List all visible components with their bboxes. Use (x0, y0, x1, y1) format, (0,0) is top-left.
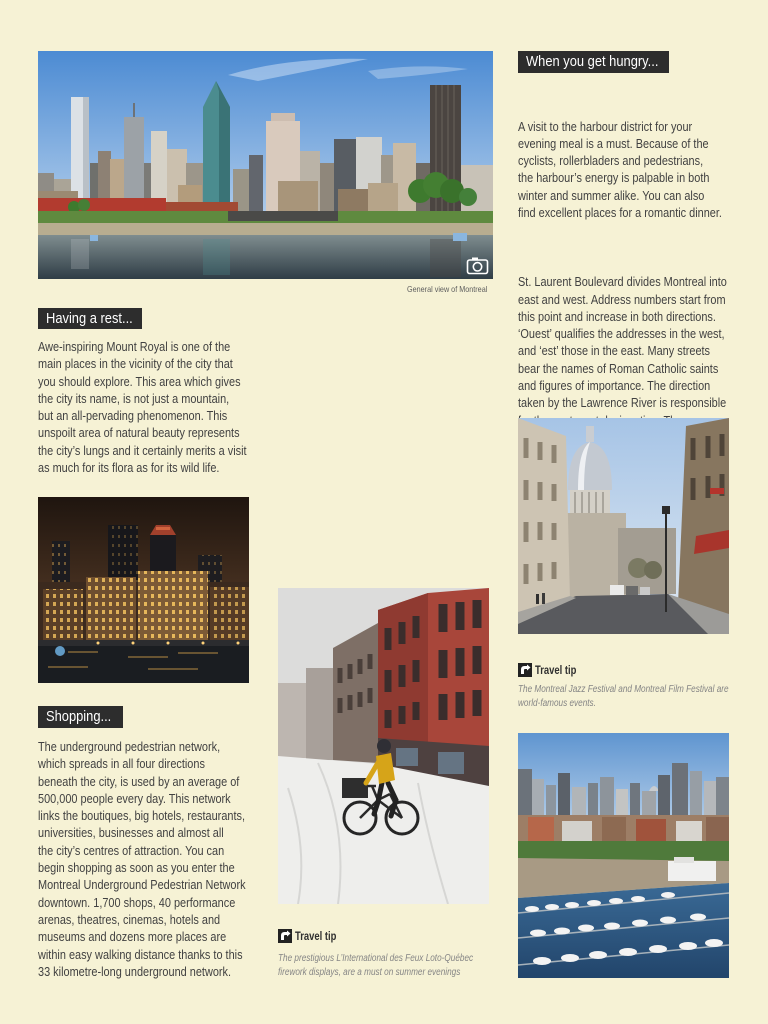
travel-tip-label: Travel tip (295, 931, 337, 943)
festivals-caption: The Montreal Jazz Festival and Montreal Film Festival are world-famous events. (518, 684, 729, 709)
shopping-heading-text: Shopping... (46, 708, 112, 725)
travel-tip-icon (278, 929, 292, 943)
when-hungry-heading-text: When you get hungry... (526, 53, 659, 70)
st-laurent-paragraph: St. Laurent Boulevard divides Montreal into east and west. Address numbers start from this point and increase in both directions. ‘Ouest’ qualifies the addresses in the west, and ‘est’ those in the east. Many streets bear the names of Roman Catholic saints and figures of importance. The direction taken by the Lawrence River is responsible (518, 274, 727, 411)
snow-cyclist-photo (278, 588, 489, 904)
when-hungry-heading (518, 51, 669, 73)
travel-tip-label: Travel tip (535, 665, 577, 677)
night-city-photo (38, 497, 249, 683)
harbour-paragraph: A visit to the harbour district for your evening meal is a must. Because of the cyclists, rollerbladers and pedestrians, the harbour’s energy is palpable in both winter and summer alike. You can also find excellent places for a romantic dinner. (518, 118, 722, 221)
old-montreal-street-photo (518, 418, 729, 634)
old-town (518, 815, 729, 861)
shopping-heading (38, 706, 123, 728)
montreal-skyline-photo (38, 51, 493, 279)
waterfront (38, 640, 249, 683)
right-building (678, 418, 729, 618)
having-a-rest-heading-text: Having a rest... (46, 310, 133, 327)
river (38, 233, 493, 279)
shopping-body: The underground pedestrian network, which spreads in all four directions beneath the city, is used by an average of 500,000 people every day. This network links the boutiques, big hotels, restaurants, universities, businesses and almost all the city’s centres of attraction. You can begin shopping as soon as you enter the Montreal Underground Pedestrian Network downtown. 1,700 shops, 40 performance arenas, theatres, cinemas, hotels and museums and dozens more places are within easy walking distance thanks to this 33 kilometre-long underground network. (38, 739, 246, 979)
lit-buildings (38, 571, 249, 647)
left-stone-building (518, 418, 570, 618)
camera-icon (466, 256, 489, 275)
overview-photo-caption: General view of Montreal (407, 284, 488, 294)
having-a-rest-body: Awe-inspiring Mount Royal is one of the main places in the vicinity of the city that you should explore. This area which gives the city its name, is not just a mountain, but an all-pervading phenomenon. This unspoilt area of natural beauty represents the city’s lungs and it certainly merits a visit as much for its flora as for its wild life. (38, 339, 247, 476)
riverbank (38, 211, 493, 235)
fireworks-caption: The prestigious L’International des Feux Loto-Québec firework displays, are a must on summer evenings (278, 953, 474, 978)
travel-tip-icon (518, 663, 532, 677)
old-port-marina-photo (518, 733, 729, 978)
having-a-rest-heading (38, 308, 142, 329)
